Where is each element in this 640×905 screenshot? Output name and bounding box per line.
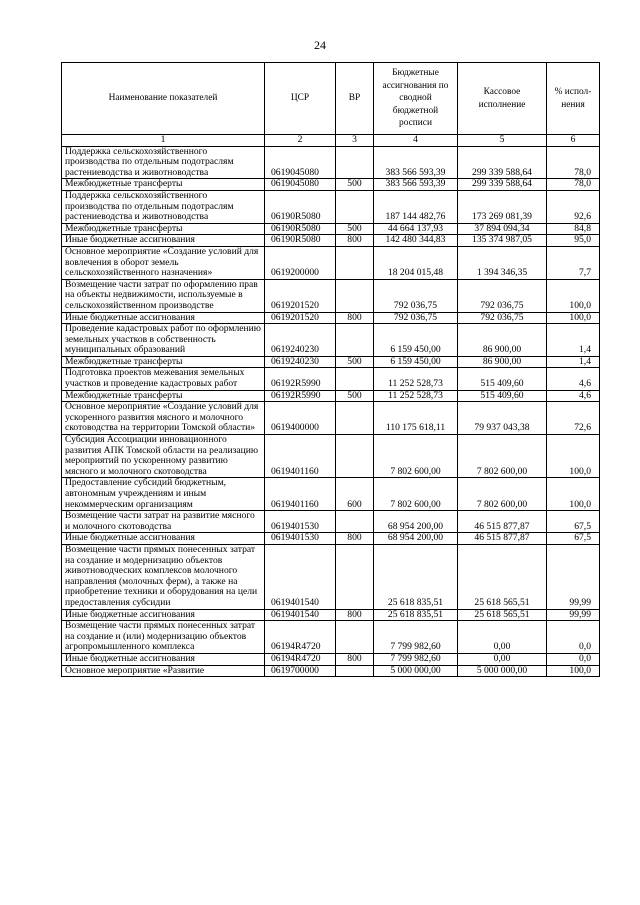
cell-executed: 135 374 987,05 [458,235,547,247]
cell-executed: 7 802 600,00 [458,478,547,511]
column-number: 3 [336,135,374,147]
cell-budget: 11 252 528,73 [374,390,458,402]
cell-vr [336,368,374,390]
cell-executed: 86 900,00 [458,356,547,368]
table-header-row [62,63,600,135]
cell-budget: 7 802 600,00 [374,435,458,478]
table-body [62,146,600,677]
cell-csr: 0619240230 [265,356,336,368]
cell-executed: 515 409,60 [458,368,547,390]
cell-name: Иные бюджетные ассигнования [62,609,265,621]
cell-percent: 99,99 [547,609,600,621]
cell-executed: 792 036,75 [458,312,547,324]
cell-name: Межбюджетные трансферты [62,356,265,368]
cell-csr: 0619700000 [265,665,336,677]
cell-executed: 0,00 [458,621,547,654]
cell-csr: 06190R5080 [265,235,336,247]
column-number: 1 [62,135,265,147]
table-row [62,146,600,179]
cell-csr: 0619045080 [265,179,336,191]
cell-name: Межбюджетные трансферты [62,390,265,402]
cell-executed: 46 515 877,87 [458,533,547,545]
cell-budget: 142 480 344,83 [374,235,458,247]
header-vr: ВР [336,63,374,135]
cell-csr: 06194R4720 [265,653,336,665]
table-row [62,190,600,223]
cell-percent: 100,0 [547,279,600,312]
budget-execution-table [61,62,600,677]
cell-csr: 06192R5990 [265,368,336,390]
table-row [62,179,600,191]
cell-name: Возмещение части затрат на развитие мясного и молочного скотоводства [62,511,265,533]
cell-budget: 110 175 618,11 [374,402,458,435]
cell-budget: 68 954 200,00 [374,511,458,533]
table-row [62,435,600,478]
cell-name: Иные бюджетные ассигнования [62,533,265,545]
cell-budget: 5 000 000,00 [374,665,458,677]
table-row [62,621,600,654]
cell-budget: 25 618 835,51 [374,609,458,621]
cell-name: Межбюджетные трансферты [62,223,265,235]
cell-percent: 72,6 [547,402,600,435]
cell-budget: 11 252 528,73 [374,368,458,390]
cell-executed: 79 937 043,38 [458,402,547,435]
cell-name: Субсидия Ассоциации инновационного развития АПК Томской области на реализацию мероприятий по ускоренному развитию мясного и молочного скотоводства [62,435,265,478]
cell-budget: 44 664 137,93 [374,223,458,235]
cell-executed: 25 618 565,51 [458,609,547,621]
cell-percent: 100,0 [547,312,600,324]
cell-name: Подготовка проектов межевания земельных участков и проведение кадастровых работ [62,368,265,390]
cell-name: Основное мероприятие «Развитие [62,665,265,677]
table-row [62,665,600,677]
cell-csr: 0619401160 [265,478,336,511]
cell-vr: 500 [336,179,374,191]
cell-budget: 792 036,75 [374,279,458,312]
column-number: 2 [265,135,336,147]
cell-percent: 0,0 [547,653,600,665]
cell-executed: 173 269 081,39 [458,190,547,223]
cell-budget: 383 566 593,39 [374,146,458,179]
table-row [62,653,600,665]
cell-name: Межбюджетные трансферты [62,179,265,191]
cell-csr: 0619200000 [265,246,336,279]
cell-csr: 0619401530 [265,533,336,545]
cell-budget: 792 036,75 [374,312,458,324]
cell-vr [336,621,374,654]
cell-vr [336,665,374,677]
cell-vr: 500 [336,356,374,368]
cell-vr: 800 [336,609,374,621]
cell-percent: 7,7 [547,246,600,279]
cell-name: Иные бюджетные ассигнования [62,653,265,665]
cell-budget: 383 566 593,39 [374,179,458,191]
cell-name: Иные бюджетные ассигнования [62,312,265,324]
cell-percent: 100,0 [547,478,600,511]
header-executed: Кассовое исполнение [458,63,547,135]
cell-csr: 06192R5990 [265,390,336,402]
table-row [62,368,600,390]
cell-executed: 1 394 346,35 [458,246,547,279]
table-row [62,324,600,357]
cell-percent: 92,6 [547,190,600,223]
cell-percent: 1,4 [547,356,600,368]
cell-name: Поддержка сельскохозяйственного производства по отдельным подотраслям растениеводства и животноводства [62,190,265,223]
column-number: 6 [547,135,600,147]
cell-vr [336,146,374,179]
cell-percent: 100,0 [547,435,600,478]
cell-vr: 500 [336,390,374,402]
cell-budget: 18 204 015,48 [374,246,458,279]
table-row [62,609,600,621]
cell-vr [336,435,374,478]
cell-executed: 299 339 588,64 [458,179,547,191]
table-row [62,511,600,533]
column-number-row [62,135,600,147]
cell-vr [336,190,374,223]
cell-vr [336,246,374,279]
cell-csr: 06190R5080 [265,190,336,223]
cell-name: Возмещение части прямых понесенных затрат на создание и модернизацию объектов животноводческих комплексов молочного направления (молочных ферм), а также на приобретение техники и оборудования на цели предоставления субсидии [62,544,265,609]
cell-budget: 7 799 982,60 [374,653,458,665]
cell-percent: 99,99 [547,544,600,609]
cell-executed: 299 339 588,64 [458,146,547,179]
cell-name: Возмещение части прямых понесенных затрат на создание и (или) модернизацию объектов агропромышленного комплекса [62,621,265,654]
cell-csr: 0619401530 [265,511,336,533]
cell-percent: 95,0 [547,235,600,247]
cell-name: Предоставление субсидий бюджетным, автономным учреждениям и иным некоммерческим организациям [62,478,265,511]
table-row [62,356,600,368]
cell-csr: 0619401540 [265,544,336,609]
cell-percent: 4,6 [547,390,600,402]
cell-executed: 5 000 000,00 [458,665,547,677]
cell-name: Основное мероприятие «Создание условий для ускоренного развития мясного и молочного скотоводства на территории Томской области» [62,402,265,435]
header-csr: ЦСР [265,63,336,135]
cell-csr: 06194R4720 [265,621,336,654]
cell-vr [336,279,374,312]
cell-budget: 7 802 600,00 [374,478,458,511]
cell-name: Возмещение части затрат по оформлению прав на объекты недвижимости, используемые в сельскохозяйственном производстве [62,279,265,312]
cell-vr: 600 [336,478,374,511]
column-number: 4 [374,135,458,147]
table-row [62,544,600,609]
cell-vr: 800 [336,312,374,324]
cell-vr: 800 [336,653,374,665]
cell-vr [336,324,374,357]
table-row [62,390,600,402]
cell-budget: 68 954 200,00 [374,533,458,545]
cell-name: Поддержка сельскохозяйственного производства по отдельным подотраслям растениеводства и животноводства [62,146,265,179]
cell-executed: 37 894 094,34 [458,223,547,235]
cell-percent: 100,0 [547,665,600,677]
cell-name: Основное мероприятие «Создание условий для вовлечения в оборот земель сельскохозяйственного назначения» [62,246,265,279]
cell-name: Иные бюджетные ассигнования [62,235,265,247]
cell-budget: 25 618 835,51 [374,544,458,609]
cell-vr [336,402,374,435]
cell-budget: 6 159 450,00 [374,324,458,357]
cell-vr [336,511,374,533]
cell-executed: 25 618 565,51 [458,544,547,609]
cell-budget: 6 159 450,00 [374,356,458,368]
table-row [62,312,600,324]
cell-executed: 0,00 [458,653,547,665]
cell-csr: 06190R5080 [265,223,336,235]
cell-budget: 187 144 482,76 [374,190,458,223]
table-row [62,533,600,545]
cell-percent: 78,0 [547,146,600,179]
cell-percent: 78,0 [547,179,600,191]
cell-csr: 0619045080 [265,146,336,179]
cell-vr: 800 [336,533,374,545]
cell-percent: 67,5 [547,533,600,545]
cell-vr [336,544,374,609]
table-row [62,402,600,435]
cell-name: Проведение кадастровых работ по оформлению земельных участков в собственность муниципальных образований [62,324,265,357]
cell-percent: 84,8 [547,223,600,235]
page-number: 24 [314,38,326,52]
cell-csr: 0619401540 [265,609,336,621]
cell-csr: 0619201520 [265,279,336,312]
cell-vr: 500 [336,223,374,235]
cell-csr: 0619400000 [265,402,336,435]
cell-executed: 792 036,75 [458,279,547,312]
cell-executed: 7 802 600,00 [458,435,547,478]
cell-executed: 86 900,00 [458,324,547,357]
header-budget: Бюджетные ассигнования по сводной бюджетной росписи [374,63,458,135]
cell-percent: 4,6 [547,368,600,390]
header-name: Наименование показателей [62,63,265,135]
cell-budget: 7 799 982,60 [374,621,458,654]
cell-percent: 67,5 [547,511,600,533]
cell-executed: 46 515 877,87 [458,511,547,533]
cell-csr: 0619240230 [265,324,336,357]
cell-csr: 0619401160 [265,435,336,478]
cell-percent: 0,0 [547,621,600,654]
cell-executed: 515 409,60 [458,390,547,402]
column-number: 5 [458,135,547,147]
cell-csr: 0619201520 [265,312,336,324]
cell-vr: 800 [336,235,374,247]
table-row [62,235,600,247]
table-row [62,246,600,279]
table-row [62,478,600,511]
table-row [62,279,600,312]
header-percent: % испол- нения [547,63,600,135]
table-row [62,223,600,235]
cell-percent: 1,4 [547,324,600,357]
